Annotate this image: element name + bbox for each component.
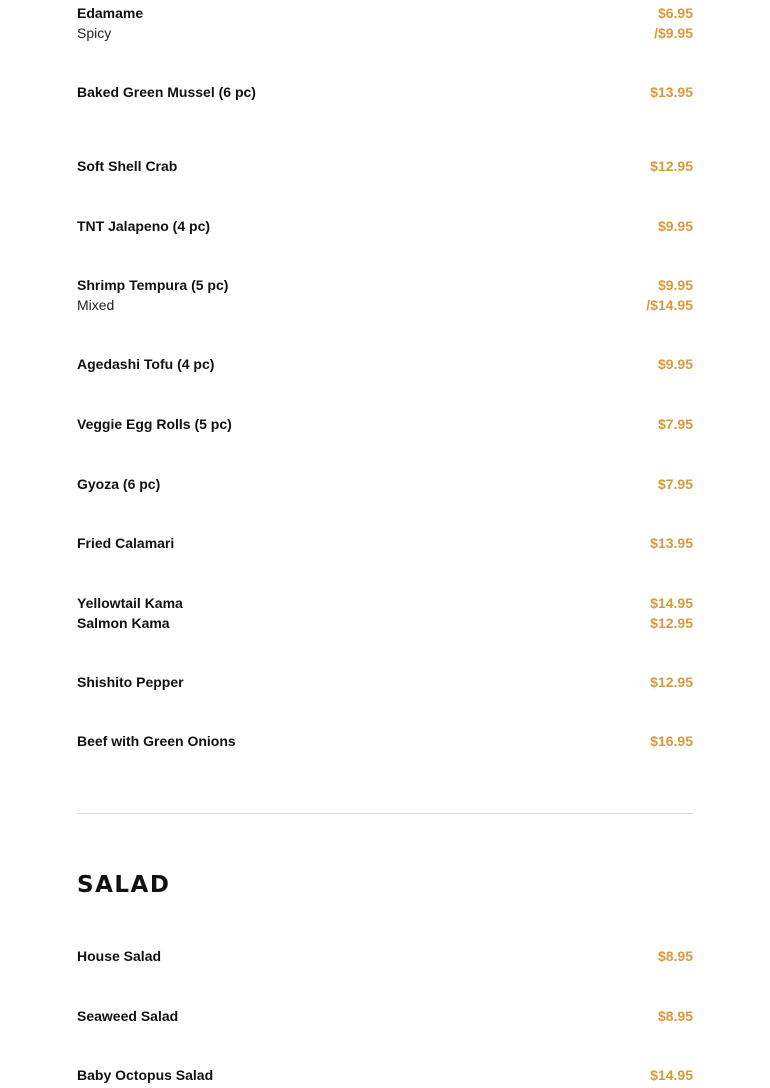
menu-item-agedashi-tofu bbox=[77, 355, 693, 375]
item-price: $14.95 bbox=[650, 595, 693, 611]
menu-item-baked-green-mussel bbox=[77, 83, 693, 103]
menu-item-shrimp-tempura bbox=[77, 276, 693, 315]
item-price: $7.95 bbox=[657, 416, 693, 432]
menu-item-soft-shell-crab bbox=[77, 157, 693, 177]
section-divider bbox=[77, 813, 693, 814]
item-variant-price: /$14.95 bbox=[646, 296, 693, 313]
item-variant-price: /$9.95 bbox=[654, 24, 693, 41]
item-name: TNT Jalapeno (4 pc) bbox=[77, 218, 211, 234]
item-price: $6.95 bbox=[657, 5, 693, 21]
item-variant: Mixed bbox=[77, 296, 115, 313]
menu-item-house-salad bbox=[77, 947, 693, 967]
item-name: Veggie Egg Rolls (5 pc) bbox=[77, 416, 232, 432]
item-price: $9.95 bbox=[657, 277, 693, 293]
menu-item-seaweed-salad bbox=[77, 1007, 693, 1027]
item-price: $9.95 bbox=[657, 218, 693, 234]
item-name: Baked Green Mussel (6 pc) bbox=[77, 84, 256, 100]
item-name: Gyoza (6 pc) bbox=[77, 476, 161, 492]
item-price: $13.95 bbox=[650, 84, 693, 100]
menu-item-baby-octopus-salad bbox=[77, 1066, 693, 1086]
menu-item-gyoza bbox=[77, 475, 693, 495]
menu-item-edamame bbox=[77, 4, 693, 43]
item-name: Agedashi Tofu (4 pc) bbox=[77, 356, 215, 372]
item-price: $16.95 bbox=[650, 733, 693, 749]
menu-item-shishito-pepper bbox=[77, 673, 693, 693]
item-name: Edamame bbox=[77, 5, 144, 21]
item-name: Fried Calamari bbox=[77, 535, 175, 551]
item-variant: Spicy bbox=[77, 24, 112, 41]
section-title-salad: SALAD bbox=[77, 872, 171, 898]
item-name-secondary: Salmon Kama bbox=[77, 614, 170, 631]
item-price: $14.95 bbox=[650, 1067, 693, 1083]
item-price: $13.95 bbox=[650, 535, 693, 551]
menu-item-kama bbox=[77, 594, 693, 633]
menu-item-veggie-egg-rolls bbox=[77, 415, 693, 435]
menu-item-fried-calamari bbox=[77, 534, 693, 554]
menu-item-tnt-jalapeno bbox=[77, 217, 693, 237]
item-name: Seaweed Salad bbox=[77, 1008, 179, 1024]
menu-item-beef-green-onions bbox=[77, 732, 693, 752]
item-price-secondary: $12.95 bbox=[650, 614, 693, 631]
item-price: $7.95 bbox=[657, 476, 693, 492]
item-name: Soft Shell Crab bbox=[77, 158, 178, 174]
item-price: $9.95 bbox=[657, 356, 693, 372]
item-price: $8.95 bbox=[657, 1008, 693, 1024]
item-name: Beef with Green Onions bbox=[77, 733, 236, 749]
item-name: Baby Octopus Salad bbox=[77, 1067, 214, 1083]
item-price: $12.95 bbox=[650, 674, 693, 690]
item-name: House Salad bbox=[77, 948, 162, 964]
item-name: Yellowtail Kama bbox=[77, 595, 183, 611]
item-name: Shishito Pepper bbox=[77, 674, 184, 690]
item-price: $8.95 bbox=[657, 948, 693, 964]
item-price: $12.95 bbox=[650, 158, 693, 174]
item-name: Shrimp Tempura (5 pc) bbox=[77, 277, 229, 293]
